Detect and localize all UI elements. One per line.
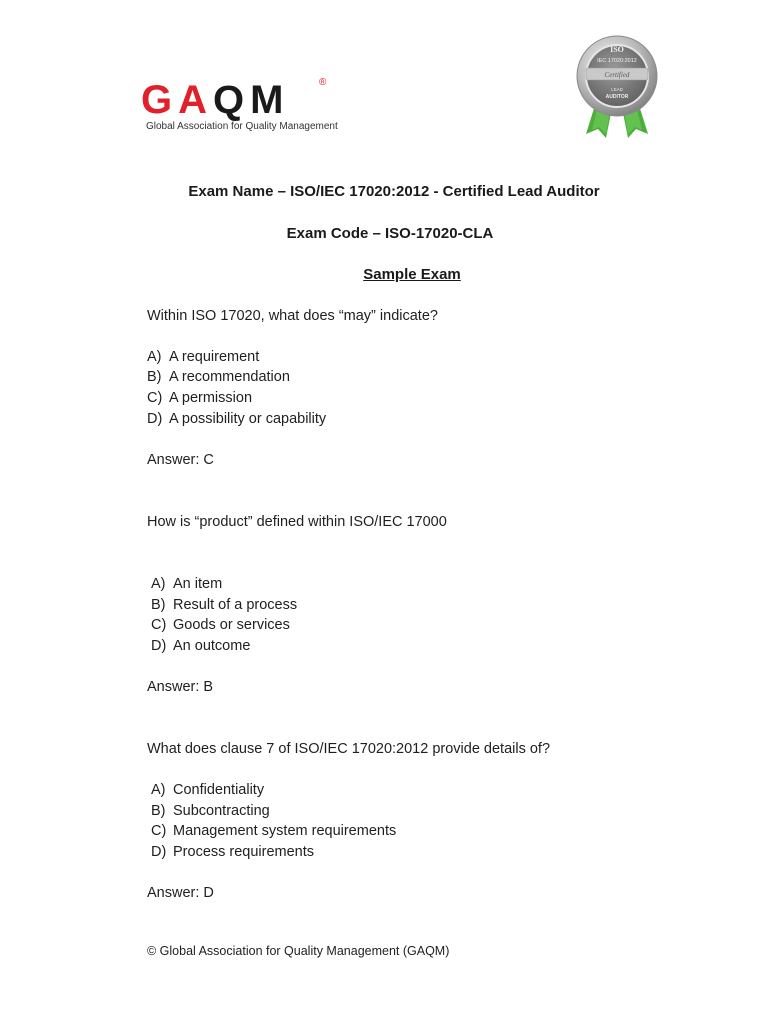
question-3: What does clause 7 of ISO/IEC 17020:2012 provide details of? bbox=[147, 741, 551, 757]
certification-badge-icon bbox=[574, 34, 660, 142]
registered-mark: ® bbox=[319, 77, 327, 88]
question-2: How is “product” defined within ISO/IEC 17000 bbox=[147, 514, 447, 530]
sample-exam-title: Sample Exam bbox=[363, 266, 461, 283]
gaqm-logo bbox=[141, 78, 341, 138]
badge-iso-text: ISO bbox=[610, 45, 624, 54]
q1-option-a: A) A requirement bbox=[147, 349, 260, 365]
q2-option-d: D) An outcome bbox=[151, 638, 251, 654]
badge-standard-text: IEC 17020:2012 bbox=[597, 58, 637, 64]
badge-certified-text: Certified bbox=[604, 71, 630, 79]
logo-wordmark bbox=[141, 78, 289, 122]
q2-option-b: B) Result of a process bbox=[151, 597, 298, 613]
q1-option-c: C) A permission bbox=[147, 390, 253, 406]
q3-answer: Answer: D bbox=[147, 885, 214, 901]
q2-option-c: C) Goods or services bbox=[151, 617, 290, 633]
q3-option-d: D) Process requirements bbox=[151, 844, 315, 860]
logo-letter-g: G bbox=[141, 78, 179, 122]
logo-tagline: Global Association for Quality Management bbox=[146, 121, 338, 132]
q1-option-d: D) A possibility or capability bbox=[147, 411, 327, 427]
logo-letter-q: Q bbox=[213, 78, 251, 122]
question-1: Within ISO 17020, what does “may” indicate? bbox=[147, 308, 438, 324]
logo-letter-a: A bbox=[178, 78, 214, 122]
logo-letter-m: M bbox=[250, 78, 290, 122]
q2-option-a: A) An item bbox=[151, 576, 223, 592]
q3-option-c: C) Management system requirements bbox=[151, 823, 397, 839]
q1-option-b: B) A recommendation bbox=[147, 369, 290, 385]
exam-code-heading: Exam Code – ISO-17020-CLA bbox=[286, 225, 494, 242]
exam-name-heading: Exam Name – ISO/IEC 17020:2012 - Certified Lead Auditor bbox=[188, 183, 600, 200]
q1-answer: Answer: C bbox=[147, 452, 214, 468]
badge-auditor-text: AUDITOR bbox=[605, 94, 629, 100]
q2-answer: Answer: B bbox=[147, 679, 214, 695]
q3-option-b: B) Subcontracting bbox=[151, 803, 270, 819]
q3-option-a: A) Confidentiality bbox=[151, 782, 265, 798]
badge-lead-text: LEAD bbox=[611, 87, 623, 92]
copyright-footer: © Global Association for Quality Management (GAQM) bbox=[147, 944, 450, 958]
